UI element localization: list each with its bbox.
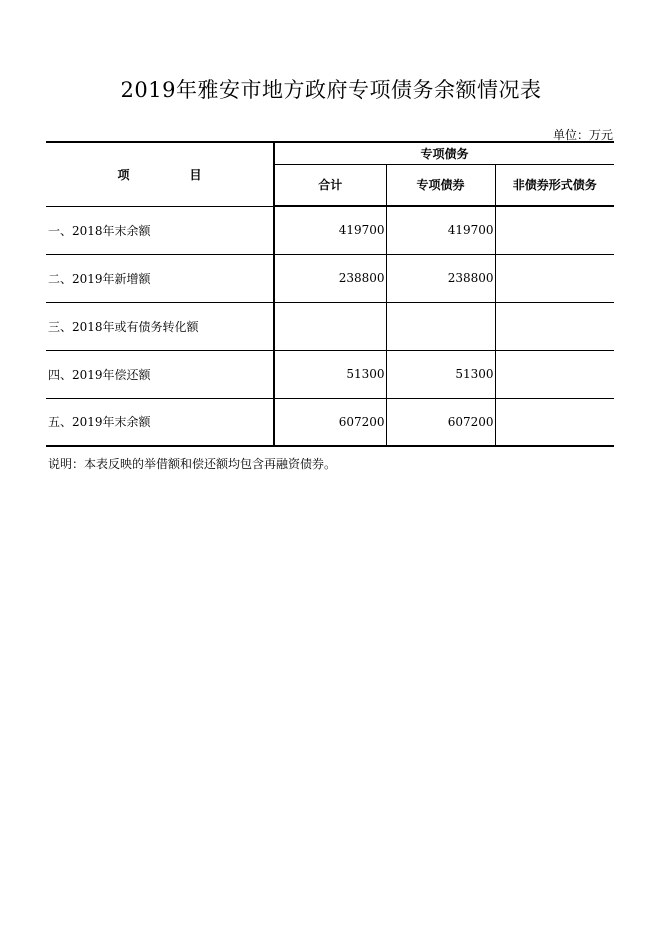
row-label: 四、2019年偿还额 <box>46 350 274 398</box>
cell-non-bond <box>495 206 614 254</box>
table-row <box>46 254 614 302</box>
cell-non-bond <box>495 398 614 446</box>
cell-total: 607200 <box>274 398 386 446</box>
row-label: 二、2019年新增额 <box>46 254 274 302</box>
cell-total: 238800 <box>274 254 386 302</box>
table-row <box>46 350 614 398</box>
row-label: 三、2018年或有债务转化额 <box>46 302 274 350</box>
cell-total <box>274 302 386 350</box>
cell-bonds: 419700 <box>386 206 495 254</box>
page-title: 2019年雅安市地方政府专项债务余额情况表 <box>120 78 542 102</box>
table-row <box>46 302 614 350</box>
item-header-char-2: 目 <box>189 167 202 182</box>
cell-non-bond <box>495 254 614 302</box>
item-header-char-1: 项 <box>117 167 130 182</box>
column-header-non-bond: 非债券形式债务 <box>495 164 614 206</box>
item-column-header <box>46 142 274 206</box>
column-header-bonds: 专项债券 <box>386 164 495 206</box>
unit-label: 单位：万元 <box>552 128 613 142</box>
cell-bonds: 607200 <box>386 398 495 446</box>
column-header-total: 合计 <box>274 164 386 206</box>
header-row-group <box>46 142 614 164</box>
cell-non-bond <box>495 302 614 350</box>
cell-bonds <box>386 302 495 350</box>
row-label: 五、2019年末余额 <box>46 398 274 446</box>
row-label: 一、2018年末余额 <box>46 206 274 254</box>
cell-bonds: 238800 <box>386 254 495 302</box>
table-row <box>46 398 614 446</box>
cell-bonds: 51300 <box>386 350 495 398</box>
special-debt-group-header: 专项债务 <box>274 142 614 164</box>
debt-balance-table <box>46 141 614 447</box>
cell-total: 51300 <box>274 350 386 398</box>
cell-total: 419700 <box>274 206 386 254</box>
table-row <box>46 206 614 254</box>
cell-non-bond <box>495 350 614 398</box>
footnote: 说明：本表反映的举借额和偿还额均包含再融资债券。 <box>48 457 337 471</box>
